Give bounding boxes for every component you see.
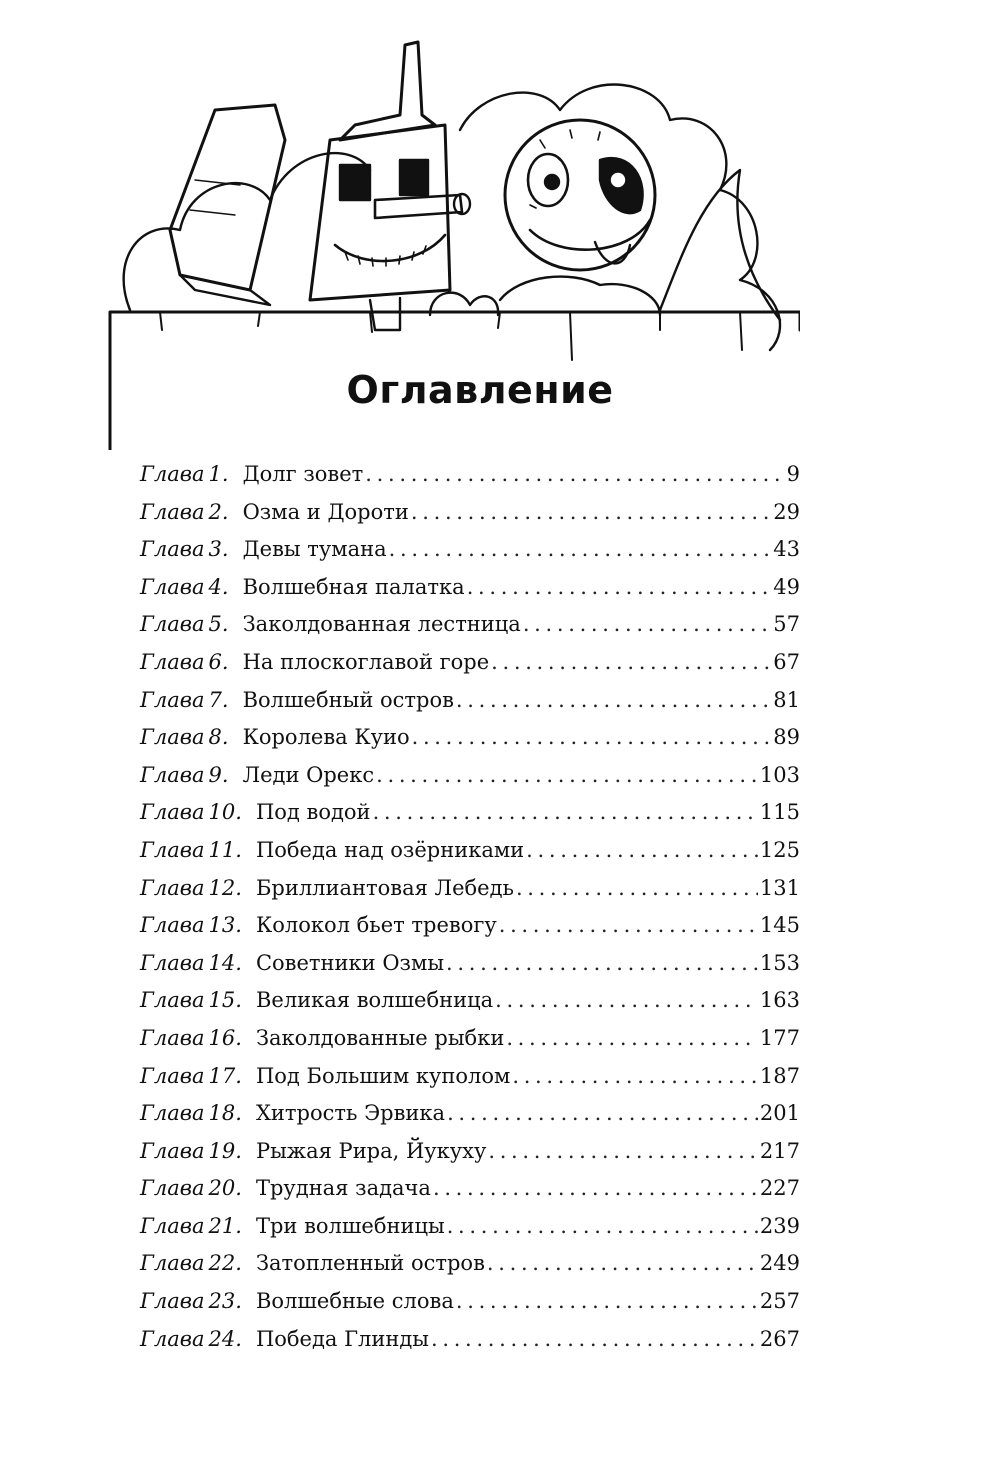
chapter-word: Глава [140,1101,205,1126]
chapter-title: Королева Куио [242,725,410,750]
chapter-word: Глава [140,1138,205,1163]
page-number: 257 [759,1289,800,1314]
chapter-number: 2. [208,499,229,524]
toc-entry[interactable] [140,1020,800,1058]
chapter-word: Глава [140,462,205,486]
page-number: 89 [773,725,800,750]
page-number: 49 [773,574,800,599]
page-number: 201 [759,1101,800,1126]
chapter-title: Волшебная палатка [242,574,465,599]
chapter-label [140,907,242,945]
chapter-label [140,1321,242,1359]
dot-leader [411,494,771,532]
chapter-title: Заколдованная лестница [242,612,521,637]
toc-entry[interactable] [140,644,800,682]
chapter-word: Глава [140,1251,205,1276]
page-number: 249 [759,1251,800,1276]
chapter-title: Великая волшебница [255,988,494,1013]
chapter-word: Глава [140,762,205,787]
page-number: 131 [759,875,800,900]
dot-leader [523,606,771,644]
toc-entry[interactable] [140,757,800,795]
bush-outline [124,85,780,350]
chapter-title: Колокол бьет тревогу [255,913,497,938]
chapter-number: 12. [208,875,242,900]
chapter-label [140,832,242,870]
chapter-title: Озма и Дороти [242,499,409,524]
dot-leader [516,870,758,908]
chapter-title: Хитрость Эрвика [255,1101,446,1126]
chapter-number: 9. [208,762,229,787]
chapter-title: Леди Орекс [242,762,375,787]
page-number: 57 [773,612,800,637]
chapter-number: 19. [208,1138,242,1163]
dot-leader [491,644,771,682]
chapter-word: Глава [140,1326,205,1351]
page-number: 145 [759,913,800,938]
dot-leader [373,794,758,832]
chapter-word: Глава [140,800,205,825]
chapter-label [140,982,242,1020]
page-number: 187 [759,1063,800,1088]
dot-leader [488,1133,758,1171]
chapter-number: 10. [208,800,242,825]
chapter-label [140,1283,242,1321]
table-of-contents [140,456,800,1358]
toc-entry[interactable] [140,1283,800,1321]
dot-leader [487,1245,758,1283]
toc-entry[interactable] [140,1095,800,1133]
toc-entry[interactable] [140,1245,800,1283]
page-title: Оглавление [346,368,614,412]
toc-entry[interactable] [140,606,800,644]
chapter-number: 5. [208,612,229,637]
toc-entry[interactable] [140,569,800,607]
chapter-title: Три волшебницы [255,1213,445,1238]
page-number: 43 [773,537,800,562]
chapter-number: 15. [208,988,242,1013]
toc-entry[interactable] [140,870,800,908]
chapter-number: 6. [208,649,229,674]
chapter-title: Рыжая Рира, Йукуху [255,1138,487,1163]
page-number: 9 [786,462,800,486]
toc-entry[interactable] [140,719,800,757]
chapter-label [140,794,242,832]
dot-leader [499,907,758,945]
chapter-label [140,569,229,607]
page-number: 163 [759,988,800,1013]
chapter-title: Долг зовет [242,462,364,486]
chapter-label [140,1058,242,1096]
toc-entry[interactable] [140,1133,800,1171]
chapter-title: На плоскоглавой горе [242,649,490,674]
chapter-number: 16. [208,1025,242,1050]
chapter-word: Глава [140,574,205,599]
dot-leader [447,1095,758,1133]
dot-leader [431,1321,758,1359]
dot-leader [506,1020,758,1058]
chapter-word: Глава [140,913,205,938]
toc-entry[interactable] [140,1058,800,1096]
chapter-title: Девы тумана [242,537,387,562]
chapter-label [140,531,229,569]
chapter-title: Советники Озмы [255,950,445,975]
chapter-label [140,606,229,644]
chapter-number: 18. [208,1101,242,1126]
toc-entry[interactable] [140,456,800,494]
chapter-title: Бриллиантовая Лебедь [255,875,514,900]
chapter-number: 23. [208,1289,242,1314]
chapter-label [140,719,229,757]
page-number: 29 [773,499,800,524]
toc-entry[interactable] [140,531,800,569]
page-number: 267 [759,1326,800,1351]
chapter-title: Под водой [255,800,371,825]
chapter-word: Глава [140,1063,205,1088]
chapter-label [140,1208,242,1246]
chapter-word: Глава [140,1213,205,1238]
toc-entry[interactable] [140,1208,800,1246]
chapter-word: Глава [140,1176,205,1201]
toc-entry[interactable] [140,494,800,532]
chapter-label [140,870,242,908]
chapter-title: Победа Глинды [255,1326,429,1351]
chapter-title: Заколдованные рыбки [255,1025,505,1050]
chapter-label [140,644,229,682]
dot-leader [447,1208,758,1246]
dot-leader [456,1283,758,1321]
chapter-number: 13. [208,913,242,938]
page-number: 67 [773,649,800,674]
chapter-label [140,1133,242,1171]
chapter-title: Трудная задача [255,1176,431,1201]
chapter-word: Глава [140,1289,205,1314]
chapter-number: 1. [208,462,229,486]
chapter-title: Волшебные слова [255,1289,454,1314]
chapter-word: Глава [140,612,205,637]
toc-entry[interactable] [140,1321,800,1359]
chapter-word: Глава [140,988,205,1013]
chapter-word: Глава [140,687,205,712]
page-number: 227 [759,1176,800,1201]
chapter-number: 4. [208,574,229,599]
chapter-number: 8. [208,725,229,750]
page-number: 103 [759,762,800,787]
chapter-title: Победа над озёрниками [255,837,525,862]
dot-leader [456,682,771,720]
toc-entry[interactable] [140,832,800,870]
toc-entry[interactable] [140,982,800,1020]
chapter-label [140,494,229,532]
chapter-title: Волшебный остров [242,687,454,712]
dot-leader [526,832,758,870]
dot-leader [433,1170,758,1208]
page-number: 115 [759,800,800,825]
chapter-number: 14. [208,950,242,975]
chapter-title: Затопленный остров [255,1251,485,1276]
dot-leader [446,945,758,983]
chapter-label [140,1095,242,1133]
chapter-word: Глава [140,1025,205,1050]
dot-leader [365,456,784,494]
toc-entry[interactable] [140,945,800,983]
chapter-number: 20. [208,1176,242,1201]
chapter-word: Глава [140,837,205,862]
dot-leader [412,719,772,757]
chapter-word: Глава [140,499,205,524]
dot-leader [512,1058,758,1096]
chapter-word: Глава [140,875,205,900]
chapter-word: Глава [140,950,205,975]
chapter-title: Под Большим куполом [255,1063,511,1088]
funnel-hat [340,42,435,140]
chapter-number: 22. [208,1251,242,1276]
page-number: 125 [759,837,800,862]
chapter-label [140,456,229,494]
chapter-number: 21. [208,1213,242,1238]
chapter-number: 11. [208,837,242,862]
chapter-label [140,1245,242,1283]
tin-head [310,125,450,300]
page-number: 153 [759,950,800,975]
chapter-word: Глава [140,725,205,750]
page-number: 239 [759,1213,800,1238]
toc-entry[interactable] [140,682,800,720]
toc-entry[interactable] [140,907,800,945]
chapter-number: 17. [208,1063,242,1088]
toc-entry[interactable] [140,1170,800,1208]
page-number: 81 [773,687,800,712]
dot-leader [495,982,758,1020]
chapter-label [140,1170,242,1208]
chapter-word: Глава [140,537,205,562]
chapter-number: 3. [208,537,229,562]
chapter-number: 7. [208,687,229,712]
chapter-label [140,682,229,720]
chapter-label [140,757,229,795]
dot-leader [389,531,772,569]
page-number: 217 [759,1138,800,1163]
dot-leader [376,757,758,795]
toc-entry[interactable] [140,794,800,832]
chapter-label [140,945,242,983]
chapter-label [140,1020,242,1058]
page-number: 177 [759,1025,800,1050]
chapter-word: Глава [140,649,205,674]
chapter-number: 24. [208,1326,242,1351]
dot-leader [467,569,772,607]
